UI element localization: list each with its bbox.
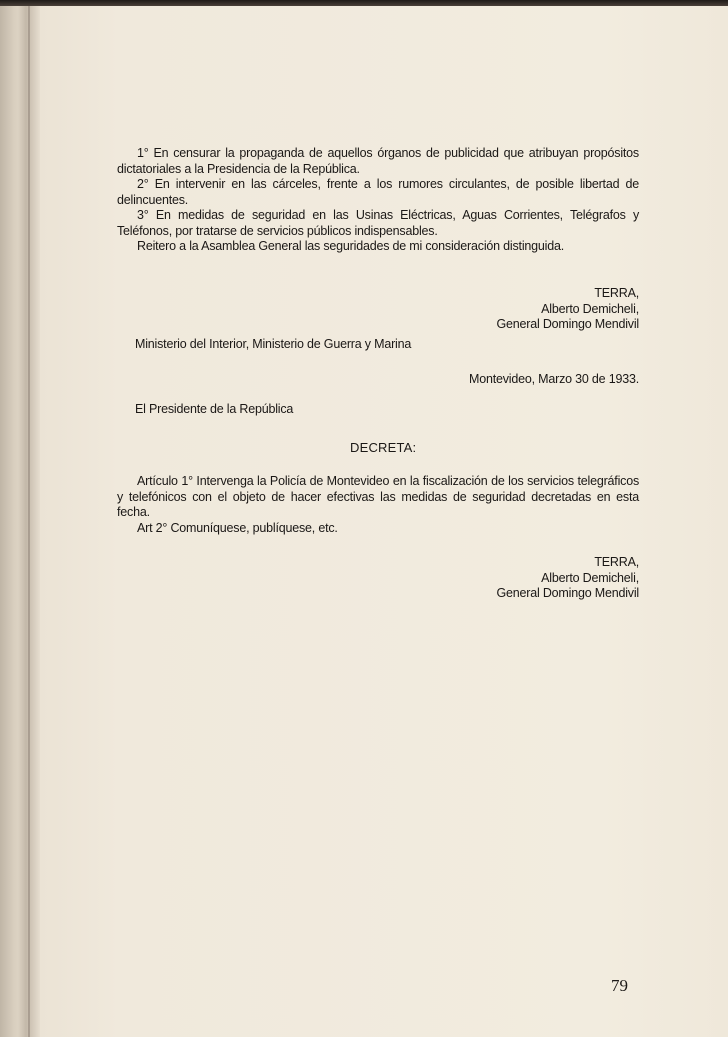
signature-2-mendivil: General Domingo Mendivil (496, 586, 639, 600)
signature-2-demicheli: Alberto Demicheli, (541, 570, 639, 585)
signature-block-1 (400, 286, 639, 333)
ministries-line: Ministerio del Interior, Ministerio de Guerra y Marina (135, 337, 412, 351)
signature-2-terra: TERRA, (594, 555, 639, 569)
date-place: Montevideo, Marzo 30 de 1933. (468, 372, 639, 386)
measures-list (117, 146, 639, 255)
page-top-edge (0, 0, 728, 6)
president-line: El Presidente de la República (135, 402, 294, 416)
signature-1-mendivil: General Domingo Mendivil (496, 317, 639, 331)
closing-sentence: Reitero a la Asamblea General las seguridades de mi consideración distinguida. (137, 239, 565, 253)
article-1: Artículo 1° Intervenga la Policía de Montevideo en la fiscalización de los servicios telegráficos y telefónicos con el objeto de hacer efectivas las medidas de seguridad decretadas en esta fecha. (117, 474, 639, 519)
measure-item-2: 2° En intervenir en las cárceles, frente a los rumores circulantes, de posible libertad de delincuentes. (117, 177, 639, 207)
decreta-heading: DECRETA: (350, 440, 417, 455)
measure-item-1: 1° En censurar la propaganda de aquellos órganos de publicidad que atribuyan propósitos dictatoriales a la Presidencia de la República. (117, 146, 639, 176)
articles-block (117, 474, 639, 536)
signature-1-demicheli: Alberto Demicheli, (541, 301, 639, 316)
page-number: 79 (611, 976, 628, 995)
article-2: Art 2° Comuníquese, publíquese, etc. (137, 520, 338, 535)
signature-block-2 (400, 555, 639, 602)
signature-1-terra: TERRA, (594, 286, 639, 300)
measure-item-3: 3° En medidas de seguridad en las Usinas Eléctricas, Aguas Corrientes, Telégrafos y Teléfonos, por tratarse de servicios públicos indispensables. (117, 208, 639, 238)
book-gutter-line (28, 6, 30, 1037)
